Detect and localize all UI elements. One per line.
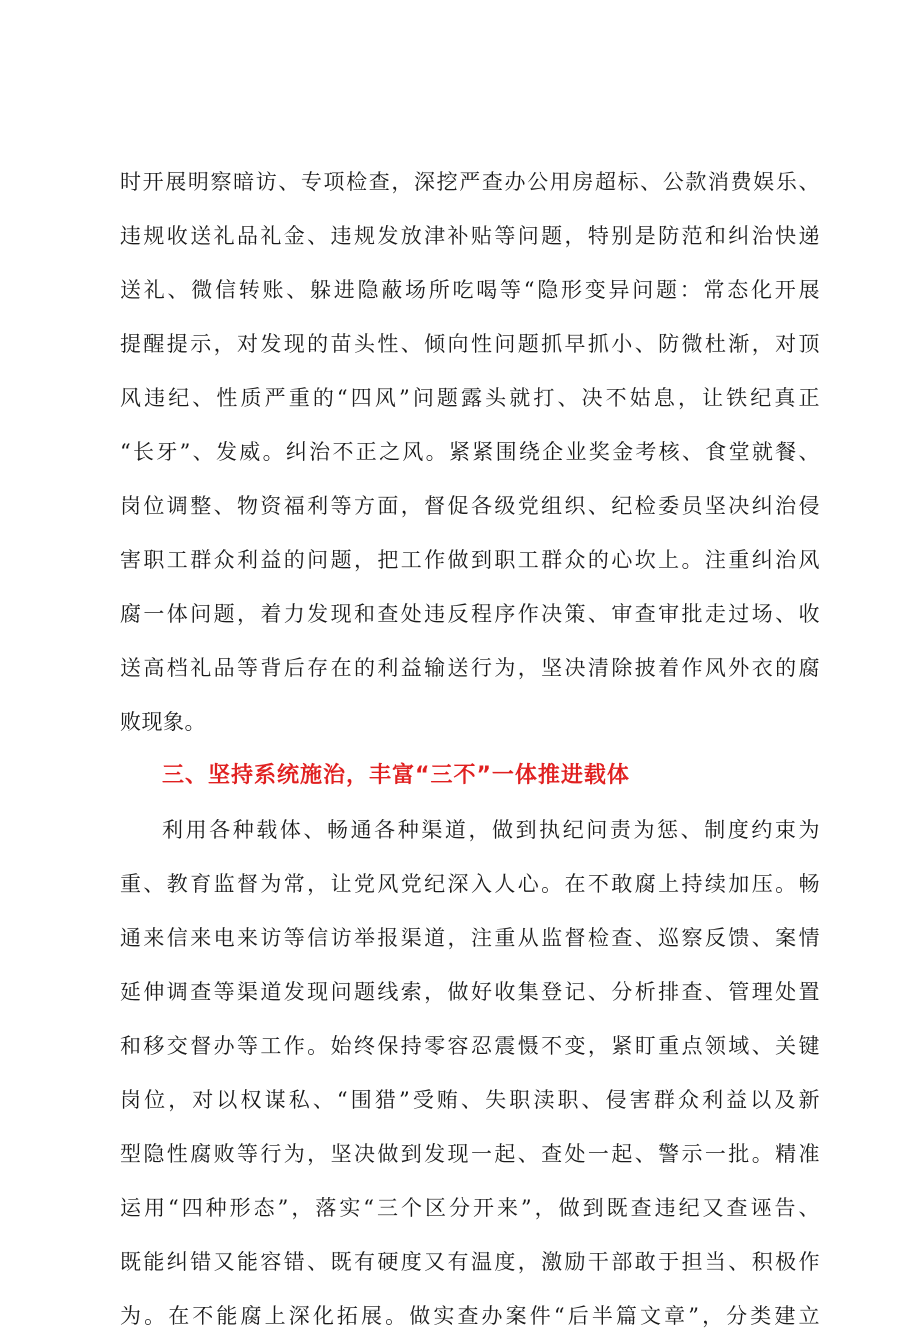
section-heading: 三、坚持系统施治，丰富“三不”一体推进载体 <box>162 763 630 788</box>
paragraph-line: 重、教育监督为常，让党风党纪深入人心。在不敢腐上持续加压。畅 <box>120 872 820 896</box>
paragraph-line: 既能纠错又能容错、既有硬度又有温度，激励干部敢于担当、积极作 <box>120 1250 820 1274</box>
paragraph-line: 岗位，对以权谋私、“围猎”受贿、失职渎职、侵害群众利益以及新 <box>120 1088 820 1112</box>
paragraph-line: 和移交督办等工作。始终保持零容忍震慑不变，紧盯重点领域、关键 <box>120 1034 820 1058</box>
paragraph-line: 运用“四种形态”，落实“三个区分开来”，做到既查违纪又查诬告、 <box>120 1196 820 1220</box>
paragraph-line: 为。在不能腐上深化拓展。做实查办案件“后半篇文章”，分类建立 <box>120 1304 820 1328</box>
paragraph-line: 送高档礼品等背后存在的利益输送行为，坚决清除披着作风外衣的腐 <box>120 656 820 680</box>
paragraph-line: 违规收送礼品礼金、违规发放津补贴等问题，特别是防范和纠治快递 <box>120 224 820 248</box>
paragraph-line: 害职工群众利益的问题，把工作做到职工群众的心坎上。注重纠治风 <box>120 548 820 572</box>
paragraph-line: 型隐性腐败等行为，坚决做到发现一起、查处一起、警示一批。精准 <box>120 1142 820 1166</box>
paragraph-line: 通来信来电来访等信访举报渠道，注重从监督检查、巡察反馈、案情 <box>120 926 820 950</box>
paragraph-line: 送礼、微信转账、躲进隐蔽场所吃喝等“隐形变异问题：常态化开展 <box>120 278 820 302</box>
paragraph-line: 败现象。 <box>120 710 206 734</box>
paragraph-line: 风违纪、性质严重的“四风”问题露头就打、决不姑息，让铁纪真正 <box>120 386 820 410</box>
paragraph-line: “长牙”、发威。纠治不正之风。紧紧围绕企业奖金考核、食堂就餐、 <box>120 440 820 464</box>
paragraph-line: 时开展明察暗访、专项检查，深挖严查办公用房超标、公款消费娱乐、 <box>120 170 820 194</box>
paragraph-line: 利用各种载体、畅通各种渠道，做到执纪问责为惩、制度约束为 <box>162 818 820 842</box>
paragraph-line: 提醒提示，对发现的苗头性、倾向性问题抓早抓小、防微杜渐，对顶 <box>120 332 820 356</box>
paragraph-line: 延伸调查等渠道发现问题线索，做好收集登记、分析排查、管理处置 <box>120 980 820 1004</box>
paragraph-line: 岗位调整、物资福利等方面，督促各级党组织、纪检委员坚决纠治侵 <box>120 494 820 518</box>
paragraph-line: 腐一体问题，着力发现和查处违反程序作决策、审查审批走过场、收 <box>120 602 820 626</box>
